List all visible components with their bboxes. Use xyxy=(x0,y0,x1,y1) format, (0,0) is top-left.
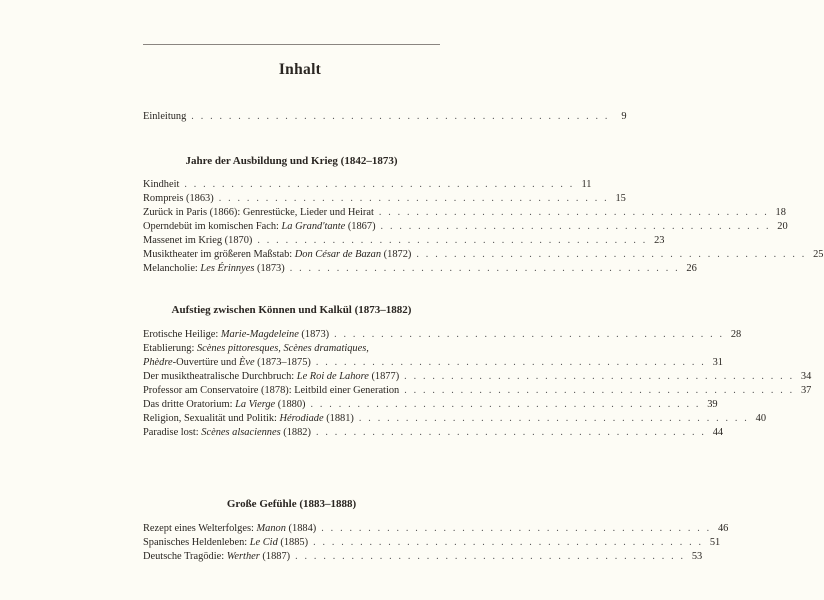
toc-entry[interactable] xyxy=(143,522,729,536)
entry-page: 31 xyxy=(712,357,723,368)
entry-label: Musiktheater im größeren Maßstab: Don César de Bazan (1872) xyxy=(143,249,412,260)
dot-leader: . . . . . . . . . . . . . . . . . . . . . . . . . . . . . . . . . . . . . . . . . . xyxy=(321,523,712,534)
dot-leader: . . . . . . . . . . . . . . . . . . . . . . . . . . . . . . . . . . . . . . . . . . xyxy=(404,385,795,396)
dot-leader: . . . . . . . . . . . . . . . . . . . . . . . . . . . . . . . . . . . . . . . . . . xyxy=(315,357,706,368)
dot-leader: . . . . . . . . . . . . . . . . . . . . . . . . . . . . . . . . . . . . . . . . . . xyxy=(315,427,707,438)
entry-label: Melancholie: Les Érinnyes (1873) xyxy=(143,263,285,274)
dot-leader: . . . . . . . . . . . . . . . . . . . . . . . . . . . . . . . . . . . . . . . . . . xyxy=(310,399,701,410)
toc-entry[interactable] xyxy=(143,220,788,234)
dot-leader: . . . . . . . . . . . . . . . . . . . . . . . . . . . . . . . . . . . . . . . . . . . . . xyxy=(191,111,610,122)
dot-leader: . . . . . . . . . . . . . . . . . . . . . . . . . . . . . . . . . . . . . . . . . . xyxy=(218,193,609,204)
toc-entry[interactable] xyxy=(143,262,697,276)
entry-page: 20 xyxy=(777,221,788,232)
dot-leader: . . . . . . . . . . . . . . . . . . . . . . . . . . . . . . . . . . . . . . . . . . xyxy=(378,207,769,218)
dot-leader: . . . . . . . . . . . . . . . . . . . . . . . . . . . . . . . . . . . . . . . . . . xyxy=(416,249,807,260)
dot-leader: . . . . . . . . . . . . . . . . . . . . . . . . . . . . . . . . . . . . . . . . . . xyxy=(257,235,648,246)
toc-entry-line1[interactable] xyxy=(143,342,440,356)
entry-label: Einleitung xyxy=(143,111,187,122)
toc-entry[interactable] xyxy=(143,234,665,248)
toc-entry-intro[interactable] xyxy=(143,110,627,124)
entry-page: 11 xyxy=(581,179,592,190)
entry-page: 23 xyxy=(654,235,665,246)
entry-label: Erotische Heilige: Marie-Magdeleine (1873) xyxy=(143,329,330,340)
entry-label: Rezept eines Welterfolges: Manon (1884) xyxy=(143,523,317,534)
entry-label: Professor am Conservatoire (1878): Leitbild einer Generation xyxy=(143,385,400,396)
entry-page: 46 xyxy=(717,523,729,534)
entry-page: 44 xyxy=(712,427,724,438)
toc-entry[interactable] xyxy=(143,192,626,206)
toc-entry[interactable] xyxy=(143,370,812,384)
dot-leader: . . . . . . . . . . . . . . . . . . . . . . . . . . . . . . . . . . . . . . . . . . xyxy=(295,551,686,562)
entry-label: Phèdre-Ouvertüre und Ève (1873–1875) xyxy=(143,357,311,368)
entry-label: Deutsche Tragödie: Werther (1887) xyxy=(143,551,291,562)
entry-label: Paradise lost: Scènes alsaciennes (1882) xyxy=(143,427,311,438)
entry-page: 34 xyxy=(800,371,812,382)
toc-entry[interactable] xyxy=(143,426,724,440)
section-2-list xyxy=(143,328,812,440)
entry-label: Operndebüt im komischen Fach: La Grand'tante (1867) xyxy=(143,221,376,232)
dot-leader: . . . . . . . . . . . . . . . . . . . . . . . . . . . . . . . . . . . . . . . . . . xyxy=(334,329,725,340)
dot-leader: . . . . . . . . . . . . . . . . . . . . . . . . . . . . . . . . . . . . . . . . . . xyxy=(404,371,795,382)
entry-label: Der musiktheatralische Durchbruch: Le Roi de Lahore (1877) xyxy=(143,371,400,382)
dot-leader: . . . . . . . . . . . . . . . . . . . . . . . . . . . . . . . . . . . . . . . . . . xyxy=(289,263,680,274)
toc-entry[interactable] xyxy=(143,178,592,192)
entry-page: 51 xyxy=(709,537,721,548)
entry-page: 53 xyxy=(691,551,703,562)
entry-label: Kindheit xyxy=(143,179,180,190)
toc-entry[interactable] xyxy=(143,550,703,564)
entry-label: Etablierung: Scènes pittoresques, Scènes dramatiques, xyxy=(143,343,369,354)
dot-leader: . . . . . . . . . . . . . . . . . . . . . . . . . . . . . . . . . . . . . . . . . . xyxy=(380,221,771,232)
entry-label: Massenet im Krieg (1870) xyxy=(143,235,253,246)
dot-leader: . . . . . . . . . . . . . . . . . . . . . . . . . . . . . . . . . . . . . . . . . . xyxy=(184,179,575,190)
top-rule xyxy=(143,44,440,45)
section-3-list xyxy=(143,522,729,564)
entry-page: 9 xyxy=(621,111,627,122)
section-title: Jahre der Ausbildung und Krieg (1842–1873) xyxy=(185,155,398,167)
toc-entry-line2[interactable] xyxy=(143,356,723,370)
entry-label: Zurück in Paris (1866): Genrestücke, Lieder und Heirat xyxy=(143,207,374,218)
entry-label: Religion, Sexualität und Politik: Hérodiade (1881) xyxy=(143,413,354,424)
entry-page: 18 xyxy=(775,207,786,218)
entry-page: 37 xyxy=(800,385,812,396)
entry-label: Spanisches Heldenleben: Le Cid (1885) xyxy=(143,537,309,548)
entry-page: 28 xyxy=(730,329,742,340)
toc-entry[interactable] xyxy=(143,398,718,412)
dot-leader: . . . . . . . . . . . . . . . . . . . . . . . . . . . . . . . . . . . . . . . . . . xyxy=(313,537,704,548)
entry-page: 39 xyxy=(707,399,718,410)
toc-entry[interactable] xyxy=(143,536,721,550)
entry-page: 15 xyxy=(615,193,626,204)
entry-page: 26 xyxy=(686,263,697,274)
section-title: Große Gefühle (1883–1888) xyxy=(226,498,357,510)
entry-page: 25 xyxy=(813,249,824,260)
section-title: Aufstieg zwischen Können und Kalkül (1873–1882) xyxy=(171,304,412,316)
toc-entry[interactable] xyxy=(143,248,824,262)
entry-label: Rompreis (1863) xyxy=(143,193,214,204)
toc-entry[interactable] xyxy=(143,412,767,426)
toc-entry[interactable] xyxy=(143,384,812,398)
entry-label: Das dritte Oratorium: La Vierge (1880) xyxy=(143,399,306,410)
dot-leader: . . . . . . . . . . . . . . . . . . . . . . . . . . . . . . . . . . . . . . . . . . xyxy=(358,413,750,424)
toc-entry[interactable] xyxy=(143,206,786,220)
toc-entry[interactable] xyxy=(143,328,742,342)
intro-list xyxy=(143,110,627,124)
page-title: Inhalt xyxy=(278,61,322,78)
entry-page: 40 xyxy=(755,413,767,424)
section-1-list xyxy=(143,178,824,276)
